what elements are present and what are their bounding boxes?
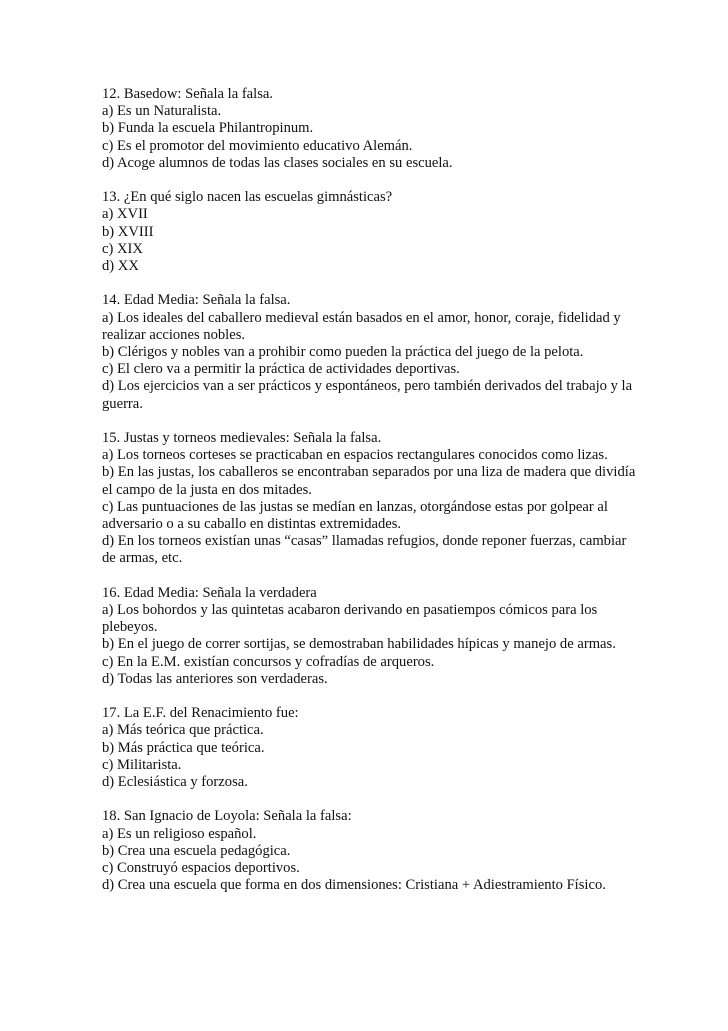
- answer-option: b) Más práctica que teórica.: [102, 739, 265, 756]
- answer-option: d) En los torneos existían unas “casas” llamadas refugios, donde reponer fuerzas, cambiar de armas, etc.: [102, 533, 627, 567]
- answer-option: c) El clero va a permitir la práctica de actividades deportivas.: [102, 361, 460, 378]
- question-title: 18. San Ignacio de Loyola: Señala la falsa:: [102, 808, 352, 825]
- answer-option: d) Acoge alumnos de todas las clases sociales en su escuela.: [102, 154, 453, 171]
- answer-option: b) XVIII: [102, 223, 154, 240]
- answer-option: d) Los ejercicios van a ser prácticos y espontáneos, pero también derivados del trabajo y la guerra.: [102, 378, 633, 412]
- question-14: [102, 292, 642, 412]
- question-18: [102, 808, 642, 894]
- question-13: [102, 189, 642, 275]
- question-12: [102, 86, 642, 172]
- question-title: 15. Justas y torneos medievales: Señala la falsa.: [102, 430, 382, 447]
- answer-option: d) Todas las anteriores son verdaderas.: [102, 670, 328, 687]
- answer-option: c) En la E.M. existían concursos y cofradías de arqueros.: [102, 653, 435, 670]
- answer-option: a) XVII: [102, 206, 148, 223]
- answer-option: c) Militarista.: [102, 756, 182, 773]
- answer-option: c) Construyó espacios deportivos.: [102, 860, 300, 877]
- answer-option: d) Crea una escuela que forma en dos dimensiones: Cristiana + Adiestramiento Físico.: [102, 877, 606, 894]
- answer-option: a) Más teórica que práctica.: [102, 722, 264, 739]
- question-15: [102, 430, 642, 568]
- answer-option: a) Los torneos corteses se practicaban en espacios rectangulares conocidos como lizas.: [102, 447, 608, 464]
- question-title: 17. La E.F. del Renacimiento fue:: [102, 705, 299, 722]
- question-title: 14. Edad Media: Señala la falsa.: [102, 292, 291, 309]
- question-title: 12. Basedow: Señala la falsa.: [102, 86, 274, 102]
- answer-option: a) Los ideales del caballero medieval están basados en el amor, honor, coraje, fidelidad y realizar acciones nobles.: [102, 309, 621, 343]
- answer-option: b) En las justas, los caballeros se encontraban separados por una liza de madera que dividía el campo de la justa en dos mitades.: [102, 464, 636, 498]
- answer-option: b) Crea una escuela pedagógica.: [102, 842, 291, 859]
- answer-option: b) En el juego de correr sortijas, se demostraban habilidades hípicas y manejo de armas.: [102, 636, 616, 653]
- question-title: 16. Edad Media: Señala la verdadera: [102, 584, 317, 601]
- answer-option: b) Clérigos y nobles van a prohibir como pueden la práctica del juego de la pelota.: [102, 344, 584, 361]
- answer-option: a) Los bohordos y las quintetas acabaron derivando en pasatiempos cómicos para los plebeyos.: [102, 602, 598, 636]
- answer-option: a) Es un Naturalista.: [102, 103, 222, 120]
- question-17: [102, 705, 642, 791]
- answer-option: c) XIX: [102, 240, 143, 257]
- question-16: [102, 585, 642, 688]
- answer-option: a) Es un religioso español.: [102, 825, 257, 842]
- answer-option: d) Eclesiástica y forzosa.: [102, 774, 248, 791]
- answer-option: c) Las puntuaciones de las justas se medían en lanzas, otorgándose estas por golpear al adversario o a su caballo en distintas extremidades.: [102, 498, 608, 533]
- answer-option: c) Es el promotor del movimiento educativo Alemán.: [102, 137, 413, 154]
- answer-option: b) Funda la escuela Philantropinum.: [102, 120, 314, 137]
- answer-option: d) XX: [102, 258, 139, 275]
- document-page: [102, 86, 642, 912]
- question-title: 13. ¿En qué siglo nacen las escuelas gimnásticas?: [102, 189, 393, 206]
